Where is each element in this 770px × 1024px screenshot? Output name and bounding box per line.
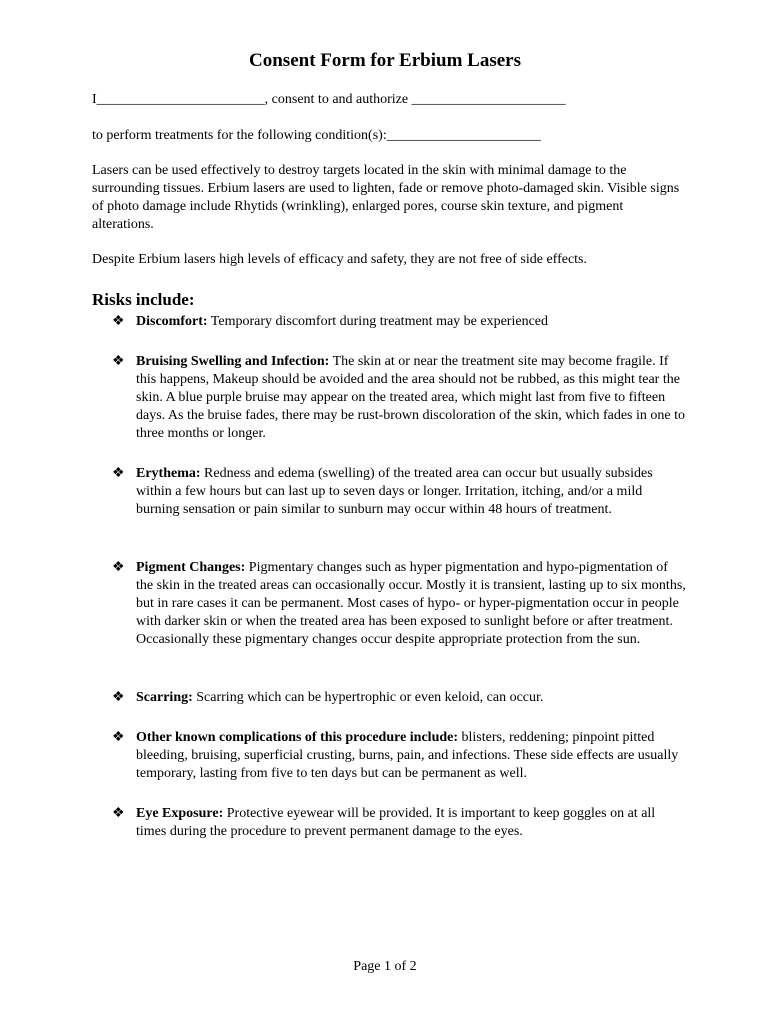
risk-description: Scarring which can be hypertrophic or even keloid, can occur. (192, 690, 544, 705)
risk-name: Eye Exposure: (136, 806, 224, 821)
risk-item-scarring (112, 689, 687, 707)
conditions-line: to perform treatments for the following condition(s):______________________ (92, 128, 541, 143)
risk-name: Discomfort: (136, 314, 208, 329)
risk-item-other-complications (112, 729, 687, 783)
risks-heading: Risks include: (92, 290, 195, 309)
diamond-bullet-icon: ❖ (112, 354, 125, 369)
risk-name: Scarring: (136, 690, 193, 705)
risk-description: Protective eyewear will be provided. It is important to keep goggles on at all times during the procedure to prevent permanent damage to the eyes. (136, 806, 656, 839)
risk-name: Other known complications of this procedure include: (136, 730, 459, 745)
risk-item-bruising (112, 353, 687, 443)
risk-name: Erythema: (136, 466, 201, 481)
risk-description: The skin at or near the treatment site may become fragile. If this happens, Makeup should be avoided and the area should not be rubbed, as this might tear the skin. A blue purple bruise may appear on the treated area, which might last from five to fifteen days. As the bruise fades, there may be rust-brown discoloration of the skin, which fades in one to three months or longer. (136, 354, 685, 441)
risk-name: Pigment Changes: (136, 560, 246, 575)
diamond-bullet-icon: ❖ (112, 690, 125, 705)
page-number: Page 1 of 2 (353, 959, 417, 974)
diamond-bullet-icon: ❖ (112, 560, 125, 575)
diamond-bullet-icon: ❖ (112, 730, 125, 745)
risk-description: Pigmentary changes such as hyper pigmentation and hypo-pigmentation of the skin in the treated areas can occasionally occur. Mostly it is transient, lasting up to six months, but in rare cases it can be permanent. Most cases of hypo- or hyper-pigmentation occur in people with darker skin or when the treated area has been exposed to sunlight before or after treatment. Occasionally these pigmentary changes occur despite appropriate protection from the sun. (136, 560, 686, 647)
risk-description: Redness and edema (swelling) of the treated area can occur but usually subsides within a few hours but can last up to seven days or longer. Irritation, itching, and/or a mild burning sensation or pain similar to sunburn may occur within 48 hours of treatment. (136, 466, 653, 517)
page-title: Consent Form for Erbium Lasers (249, 50, 521, 71)
risk-name: Bruising Swelling and Infection: (136, 354, 330, 369)
risk-item-pigment-changes (112, 559, 687, 649)
intro-paragraph: Lasers can be used effectively to destroy targets located in the skin with minimal damage to the surrounding tissues. Erbium lasers are used to lighten, fade or remove photo-damaged skin. Visible signs of photo damage include Rhytids (wrinkling), enlarged pores, course skin texture, and pigment alterations. (92, 163, 680, 232)
risk-description: Temporary discomfort during treatment may be experienced (207, 314, 549, 329)
efficacy-paragraph: Despite Erbium lasers high levels of efficacy and safety, they are not free of side effects. (92, 252, 587, 267)
consent-line: I________________________, consent to and authorize ______________________ (92, 92, 566, 107)
diamond-bullet-icon: ❖ (112, 314, 125, 329)
diamond-bullet-icon: ❖ (112, 806, 125, 821)
risk-item-discomfort (112, 313, 687, 331)
risk-item-eye-exposure (112, 805, 687, 841)
diamond-bullet-icon: ❖ (112, 466, 125, 481)
risk-description: blisters, reddening; pinpoint pitted bleeding, bruising, superficial crusting, burns, pain, and infections. These side effects are usually temporary, lasting from five to ten days but can be permanent as well. (136, 730, 679, 781)
risk-item-erythema (112, 465, 687, 519)
